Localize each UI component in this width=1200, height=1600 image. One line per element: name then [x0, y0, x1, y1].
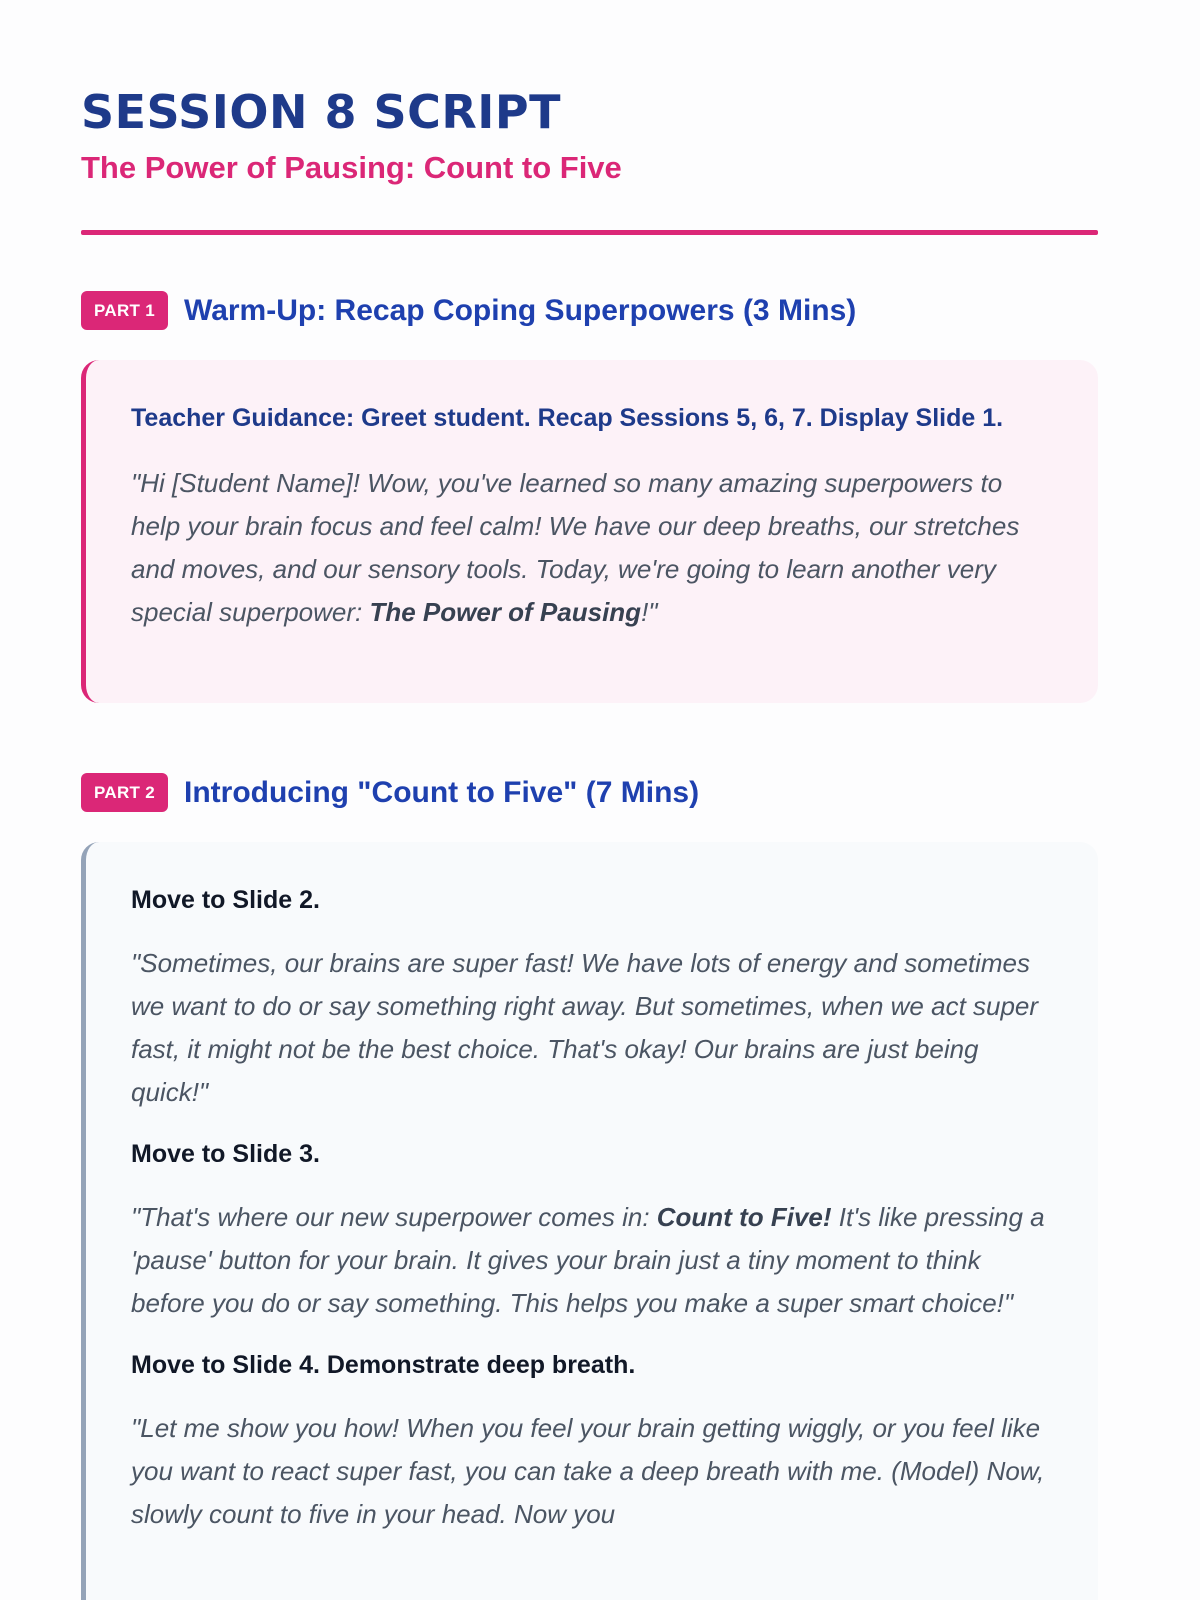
quote-text: "That's where our new superpower comes in:: [131, 1202, 657, 1232]
teacher-guidance: Teacher Guidance: Greet student. Recap Sessions 5, 6, 7. Display Slide 1.: [131, 404, 1004, 432]
page-subtitle: The Power of Pausing: Count to Five: [81, 150, 622, 185]
script-quote: [131, 1407, 1058, 1536]
part-1-card: [81, 360, 1098, 703]
quote-emphasis: The Power of Pausing: [369, 597, 642, 627]
quote-text-end: It's like pressing a 'pause' button for your brain. It gives your brain just a tiny moment to think before you do or say something. This helps you make a super smart choice!": [131, 1202, 1045, 1318]
part-2-header: [81, 773, 1098, 812]
title-divider: [81, 230, 1098, 235]
quote-text: "Let me show you how! When you feel your brain getting wiggly, or you feel like you want to react super fast, you can take a deep breath with me. (Model) Now, slowly count to five in your head. Now you: [131, 1413, 1045, 1529]
part-1-badge: PART 1: [81, 291, 168, 330]
part-2-title: Introducing "Count to Five" (7 Mins): [184, 775, 700, 809]
quote-text-end: !": [641, 597, 658, 627]
part-1-title: Warm-Up: Recap Coping Superpowers (3 Mins): [184, 293, 857, 327]
part-2-section: [81, 773, 1098, 1600]
part-2-card: [81, 842, 1098, 1600]
part-2-badge: PART 2: [81, 773, 168, 812]
part-1-script-quote: [131, 462, 1058, 634]
quote-text: "Hi [Student Name]! Wow, you've learned so many amazing superpowers to help your brain focus and feel calm! We have our deep breaths, our stretches and moves, and our sensory tools. Today, we're going to learn another very special superpower:: [131, 468, 1020, 627]
slide-direction: Move to Slide 2.: [131, 886, 320, 914]
part-1-header: [81, 291, 1098, 330]
script-quote: [131, 942, 1058, 1114]
script-quote: [131, 1196, 1058, 1325]
slide-direction: Move to Slide 4. Demonstrate deep breath.: [131, 1351, 636, 1379]
quote-emphasis: Count to Five!: [656, 1202, 832, 1232]
quote-text: "Sometimes, our brains are super fast! We have lots of energy and sometimes we want to do or say something right away. But sometimes, when we act super fast, it might not be the best choice. That's okay! Our brains are just being quick!": [131, 948, 1039, 1107]
part-1-section: [81, 291, 1098, 703]
page-title: SESSION 8 SCRIPT: [81, 85, 562, 139]
slide-direction: Move to Slide 3.: [131, 1140, 320, 1168]
